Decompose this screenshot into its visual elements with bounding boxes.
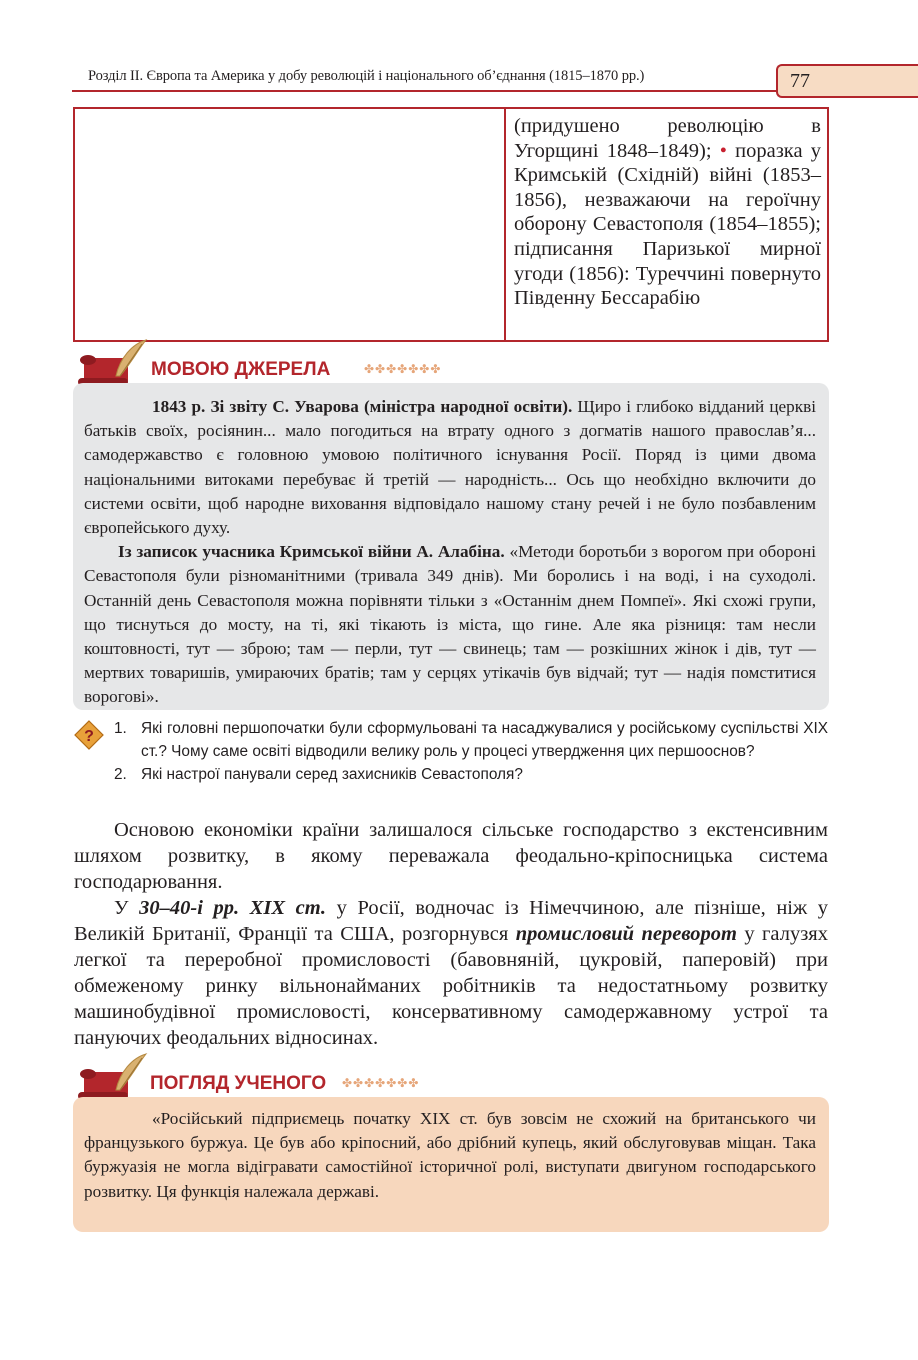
source2-text: «Методи боротьби з ворогом при обороні Севастополя були різноманітними (тривала 349 днів). Ми боролись і на воді, і на суходолі. Останній день Севастополя можна порівняти тільки з «Останнім днем Помпеї». Які схожі групи, що тиснуться до мосту, на ті, які тікають із міста, що гине. Але яка різниця: там несли коштовності, тут — зброю; там — перли, тут — свинець; там — розкішних жінок і дів, тут — мертвих товаришів, умираючих братів; там у серцях утікачів був відчай; тут — надія помститися ворогові». xyxy=(84,542,816,707)
table-cell-text-part1: (придушено революцію в Угорщині 1848–1849); xyxy=(514,115,821,162)
question-number: 1. xyxy=(114,720,127,737)
sources-text xyxy=(84,395,816,710)
page-number: 77 xyxy=(790,70,810,92)
scroll-quill-icon xyxy=(76,1052,150,1102)
sources-title: МОВОЮ ДЖЕРЕЛА xyxy=(151,359,331,380)
question-icon xyxy=(74,720,104,750)
question-number: 2. xyxy=(114,766,127,783)
scholar-quote: «Російський підприємець початку XIX ст. був зовсім не схожий на британського чи французького буржуа. Це був або кріпосний, або дрібний купець, який обслуговував міщан. Така буржуазія не могла відігравати самостійної історичної ролі, виступати двигуном господарського розвитку. Ця функція належала державі. xyxy=(84,1109,816,1201)
question-item xyxy=(114,763,828,786)
main-text xyxy=(74,817,828,1051)
source1-heading: 1843 р. Зі звіту С. Уварова (міністра народної освіти). xyxy=(152,397,573,416)
scholar-ornament: ✤✤✤✤✤✤✤ xyxy=(342,1076,420,1090)
scholar-text xyxy=(84,1107,816,1204)
text-run: у галузях легкої та переробної промисловості (бавовняній, цукровій, паперовій) при обмеженому ринку вільнонайманих робітників та недостатньому розвитку машинобудівної промисловості, консервативному самодержавному устрої та пануючих феодальних відносинах. xyxy=(74,923,828,1049)
questions-list xyxy=(114,717,828,786)
table-cell-right xyxy=(514,114,821,311)
question-text: Які настрої панували серед захисників Севастополя? xyxy=(141,766,523,783)
emphasis: 30–40-і рр. XIX ст. xyxy=(139,897,327,919)
table-cell-text-part2: поразка у Кримській (Східній) війні (1853–1856), незважаючи на героїчну оборону Севастополя (1854–1855); підписання Паризької мирної угоди (1856): Туреччині повернуто Південну Бессарабію xyxy=(514,139,822,310)
scholar-title: ПОГЛЯД УЧЕНОГО xyxy=(150,1073,327,1094)
source1-text: Щиро і глибоко відданий церкві батьків своїх, росіянин... мало погодиться на втрату одного з догматів нашого православ’я... самодержавство є головною умовою політичного існування Росії. Поряд із цими двома національними витоками перебуває й третій — народність... Ось що необхідно включити до системи освіти, щоб народне виховання відповідало нашому стану речей і не було позбавленим європейського духу. xyxy=(84,397,817,538)
paragraph xyxy=(74,895,828,1051)
emphasis: промисловий переворот xyxy=(515,923,737,945)
question-item xyxy=(114,717,828,763)
table-column-divider xyxy=(504,107,506,342)
scroll-quill-icon xyxy=(76,338,150,388)
svg-text:?: ? xyxy=(84,728,94,745)
question-text: Які головні першопочатки були сформульовані та насаджувалися у російському суспільстві XIX ст.? Чому саме освіті відводили велику роль у процесі утвердження цих першооснов? xyxy=(141,720,828,760)
chapter-header: Розділ ІІ. Європа та Америка у добу революцій і національного об’єднання (1815–1870 рр.) xyxy=(88,68,645,84)
paragraph: Основою економіки країни залишалося сільське господарство з екстенсивним шляхом розвитку, в якому переважала феодально-кріпосницька система господарювання. xyxy=(74,819,828,893)
text-run: У xyxy=(114,897,140,919)
text-run: у Росії, водночас із Німеччиною, але пізніше, ніж у Великій Британії, Франції та США, розгорнувся xyxy=(74,897,829,945)
sources-ornament: ✤✤✤✤✤✤✤ xyxy=(364,362,442,376)
bullet-icon: • xyxy=(719,139,727,162)
header-rule xyxy=(72,90,776,92)
source2-heading: Із записок учасника Кримської війни А. Алабіна. xyxy=(118,542,505,562)
